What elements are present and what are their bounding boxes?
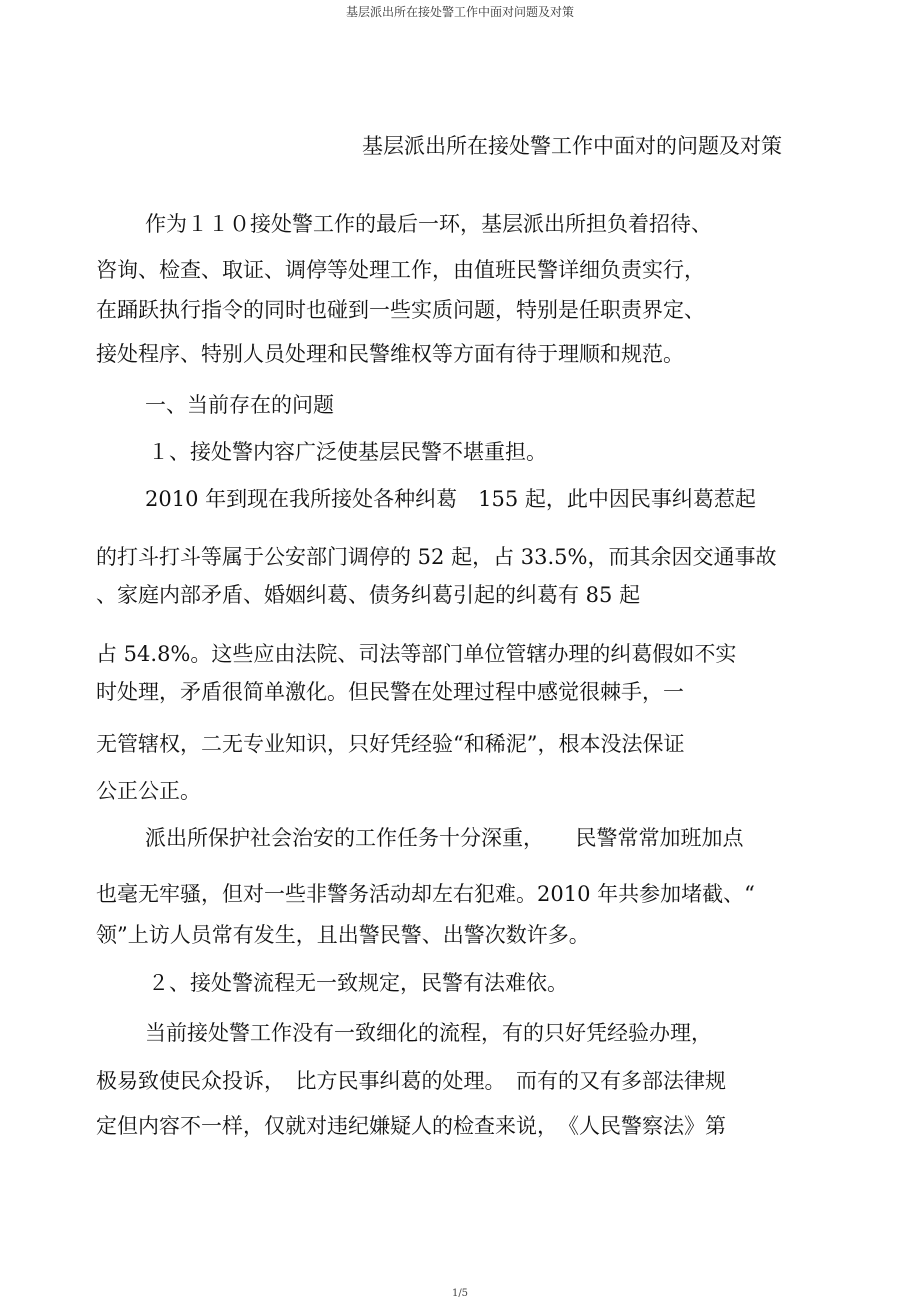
- body-line-12: 派出所保护社会治安的工作任务十分深重， 民警常常加班加点: [145, 826, 744, 850]
- body-line-17: 定但内容不一样，仅就对违纪嫌疑人的检查来说， 《人民警察法》第: [96, 1114, 726, 1138]
- body-line-15: 当前接处警工作没有一致细化的流程，有的只好凭经验办理，: [145, 1021, 712, 1045]
- body-line-11: 公正公正。: [96, 779, 201, 803]
- body-line-3: 在踊跃执行指令的同时也碰到一些实质问题，特别是任职责界定、: [96, 298, 705, 322]
- body-line-13: 也毫无牢骚，但对一些非警务活动却左右犯难。2010 年共参加堵截、“: [96, 882, 755, 906]
- subsection-heading-2: ２、接处警流程无一致规定，民警有法难依。: [148, 971, 568, 995]
- body-line-10: 无管辖权，二无专业知识，只好凭经验“和稀泥”，根本没法保证: [96, 732, 685, 756]
- body-line-14: 领”上访人员常有发生，且出警民警、出警次数许多。: [96, 923, 590, 947]
- running-header: 基层派出所在接处警工作中面对问题及对策: [345, 5, 574, 19]
- body-line-1: 作为１１０接处警工作的最后一环，基层派出所担负着招待、: [145, 212, 712, 236]
- section-heading-1: 一、当前存在的问题: [145, 393, 334, 417]
- body-line-16: 极易致使民众投诉， 比方民事纠葛的处理。 而有的又有多部法律规: [96, 1069, 726, 1093]
- body-line-7: 、家庭内部矛盾、婚姻纠葛、债务纠葛引起的纠葛有 85 起: [96, 583, 641, 607]
- page-number: 1/5: [451, 1288, 469, 1299]
- body-line-4: 接处程序、特别人员处理和民警维权等方面有待于理顺和规范。: [96, 342, 684, 366]
- body-line-2: 咨询、检查、取证、调停等处理工作，由值班民警详细负责实行，: [96, 258, 705, 282]
- body-line-8: 占 54.8%。这些应由法院、司法等部门单位管辖办理的纠葛假如不实: [96, 642, 737, 666]
- body-line-6: 的打斗打斗等属于公安部门调停的 52 起，占 33.5%，而其余因交通事故: [96, 545, 777, 569]
- subsection-heading-1: １、接处警内容广泛使基层民警不堪重担。: [148, 440, 547, 464]
- body-line-9: 时处理，矛盾很简单激化。但民警在处理过程中感觉很棘手，一: [96, 680, 684, 704]
- document-title: 基层派出所在接处警工作中面对的问题及对策: [362, 134, 782, 158]
- body-line-5: 2010 年到现在我所接处各种纠葛 155 起，此中因民事纠葛惹起: [145, 487, 756, 511]
